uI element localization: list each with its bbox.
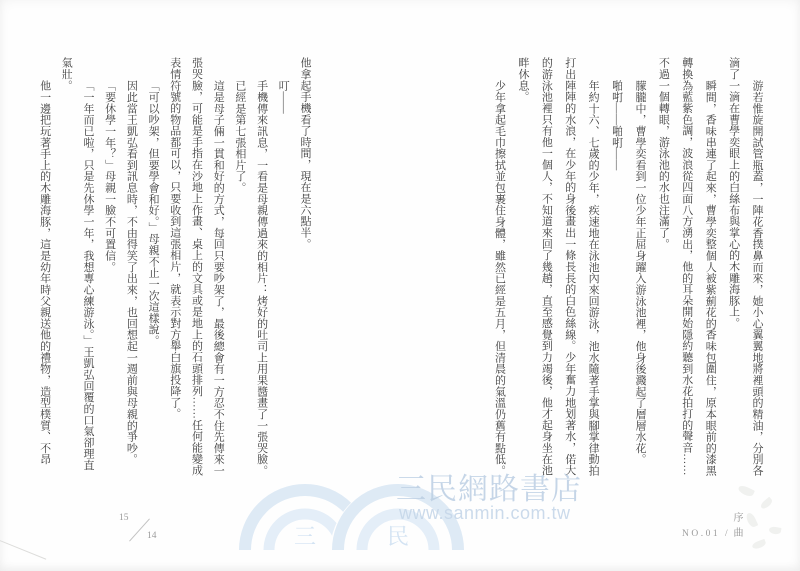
corner-line-decoration bbox=[0, 539, 46, 559]
left-page-text bbox=[33, 57, 315, 479]
logo-char-left: 三 bbox=[293, 524, 317, 549]
petal-decoration bbox=[737, 484, 755, 498]
paragraph: 他一邊把玩著手上的木雕海豚，這是幼年時父親送他的禮物，造型樸質、不昂 bbox=[38, 80, 51, 465]
page-number-top: 15 bbox=[119, 513, 129, 523]
petal-decoration bbox=[745, 512, 759, 529]
paragraph: 游若惟旋開試管瓶蓋，一陣花香撲鼻而來，她小心翼翼地將裡頭的精油，分別各滴了一滴在曹學奕眼上的白絲布與掌心的木雕海豚上。 bbox=[727, 57, 763, 477]
paragraph: 「要休學一年？」母親一臉不可置信。 bbox=[103, 80, 116, 273]
paragraph: 少年拿起毛巾擦拭並包裹住身體，雖然已經是五月，但清晨的氣溫仍舊有點低。 bbox=[493, 80, 506, 477]
paragraph: 這是母子倆一貫和好的方式，每回只要吵架了，最後總會有一方忍不住先傳來一張哭臉，可能是手指在沙地上作畫、桌上的文具或是地上的石頭排列……任何能變成表情符號的物品都可以，只要收到這張相片，就表示對方舉白旗投降了。 bbox=[168, 57, 225, 477]
logo-char-right: 民 bbox=[386, 524, 410, 549]
paragraph: 「可以吵架，但要學會和好。」母親不止一次這樣說。 bbox=[147, 80, 160, 347]
petal-decoration bbox=[768, 526, 781, 535]
paragraph: 「一年而已啦，只是先休學一年，我想專心練游泳。」王凱弘回覆的口氣卻理直氣壯。 bbox=[60, 57, 94, 471]
paragraph: 年約十六、七歲的少年，疾速地在泳池內來回游泳，池水隨著手掌與腳掌律動拍打出陣陣的水浪，在少年的身後畫出一條長長的白色絲線。少年奮力地划著水，偌大的游泳池裡只有他一個人，不知道來回了幾趟，直至感覺到力竭後，他才起身坐在池畔休息。 bbox=[516, 57, 600, 477]
paragraph: 瞬間，香味串連了起來，曹學奕整個人被紫薊花的香味包圍住，原本眼前的漆黑轉換為藍紫色調，波浪從四面八方湧出，他的耳朵開始隱約聽到水花拍打的聲音……不過一個轉眼，游泳池的水也注滿了。 bbox=[657, 57, 717, 477]
watermark-url-text: www.sanmin.com.tw bbox=[399, 503, 571, 523]
right-page-text bbox=[486, 57, 768, 479]
paragraph: 啪咑——啪咑—— bbox=[610, 80, 623, 171]
section-title: 序曲 bbox=[731, 512, 742, 542]
paragraph: 因此當王凱弘看到訊息時，不由得笑了出來，也回想起一週前與母親的爭吵。 bbox=[125, 80, 138, 465]
page-number-bottom: 14 bbox=[147, 531, 157, 541]
watermark-brand-text: 三民網路書店 bbox=[396, 473, 582, 506]
paragraph: 手機傳來訊息，一看是母親傳過來的相片：烤好的吐司上用果醬畫了一張哭臉。 bbox=[255, 80, 268, 477]
petal-decoration bbox=[751, 539, 767, 550]
paragraph: 叮—— bbox=[277, 80, 290, 114]
petal-decoration bbox=[759, 497, 773, 511]
section-number: NO.01 / bbox=[682, 529, 731, 539]
paragraph: 已經是第七張相片了。 bbox=[233, 80, 246, 194]
paragraph: 他拿起手機看了時間，現在是六點半。 bbox=[299, 57, 311, 250]
paragraph: 朦朧中，曹學奕看到一位少年正屈身躍入游泳池裡，他身後濺起了層層水花。 bbox=[633, 80, 646, 465]
